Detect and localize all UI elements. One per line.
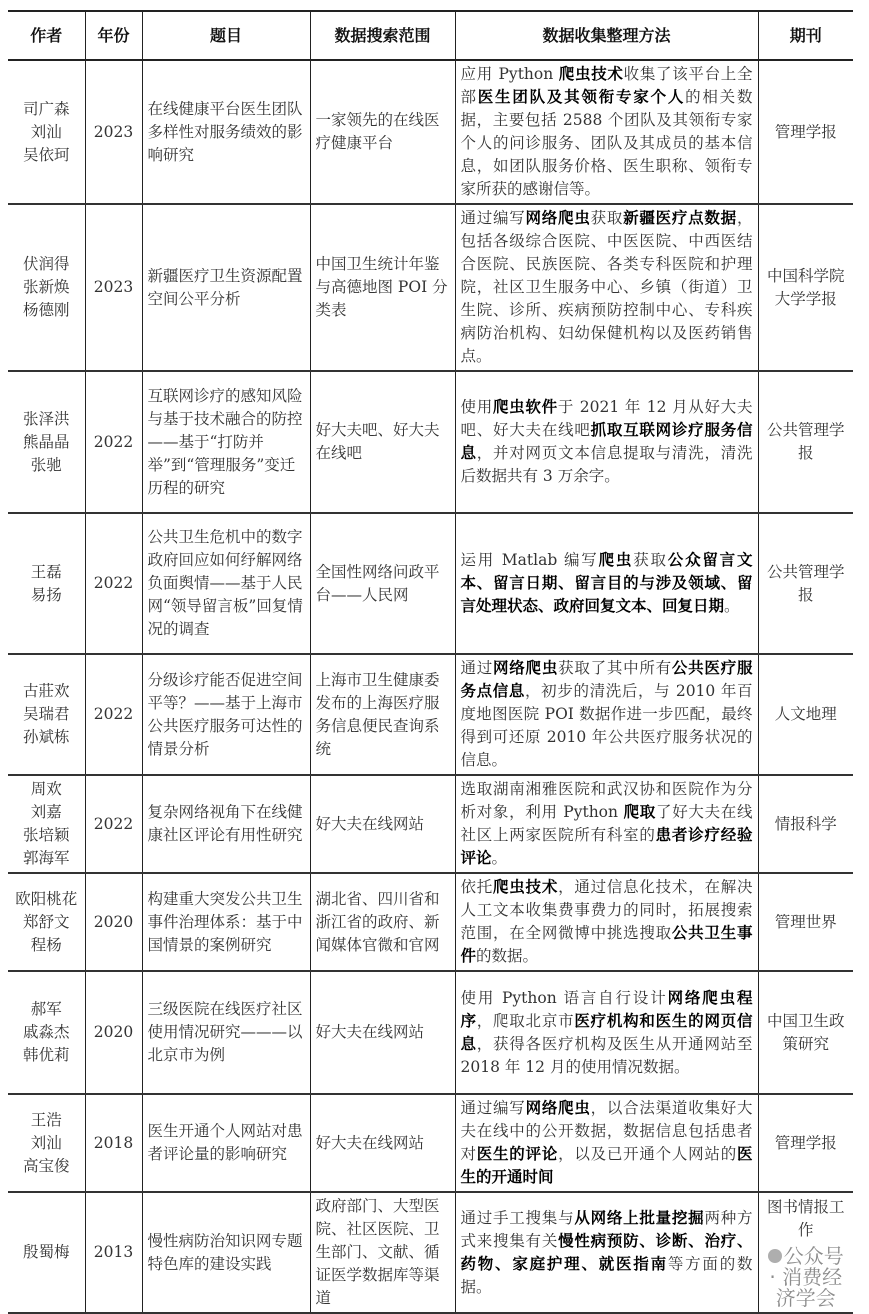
year-cell: 2023 — [85, 204, 142, 371]
method-text: 。 — [491, 849, 508, 867]
method-text: ，并对网页文本信息提取与清洗，清洗后数据共有 3 万余字。 — [460, 444, 753, 485]
year-cell: 2022 — [85, 371, 142, 513]
highlight-text: 抓取互联网诊疗服务信息 — [460, 421, 753, 462]
table-row — [8, 204, 853, 371]
authors-cell: 古莊欢 吴瑞君 孙斌栋 — [8, 654, 85, 775]
title-cell: 复杂网络视角下在线健康社区评论有用性研究 — [142, 775, 310, 873]
method-cell — [455, 654, 758, 775]
method-text: 等方面的数据。 — [460, 1254, 753, 1296]
title-cell: 构建重大突发公共卫生事件治理体系：基于中国情景的案例研究 — [142, 873, 310, 971]
method-text: 依托 — [460, 878, 494, 896]
method-text: 运用 Matlab 编写 — [460, 551, 599, 569]
title-cell: 分级诊疗能否促进空间平等？——基于上海市公共医疗服务可达性的情景分析 — [142, 654, 310, 775]
table-row — [8, 513, 853, 654]
journal-text: 图书情报工作 — [766, 1198, 845, 1239]
highlight-text: 爬虫技术 — [558, 65, 624, 83]
method-text: ，爬取北京市 — [476, 1011, 575, 1030]
method-cell — [455, 873, 758, 971]
header-row — [8, 11, 853, 60]
highlight-text: 医生的评论 — [476, 1145, 559, 1163]
title-cell: 互联网诊疗的感知风险与基于技术融合的防控——基于“打防并举”到“管理服务”变迁历程的研究 — [142, 371, 310, 513]
scope-cell: 一家领先的在线医疗健康平台 — [310, 60, 455, 204]
method-text: 通过编写 — [460, 1099, 526, 1117]
authors-cell: 伏润得 张新焕 杨德刚 — [8, 204, 85, 371]
method-text: ，获得各医疗机构及医生从开通网站至 2018 年 12 月的使用情况数据。 — [460, 1034, 753, 1076]
journal-text: 管理学报 — [774, 1133, 837, 1152]
title-cell: 三级医院在线医疗社区使用情况研究———以北京市为例 — [142, 971, 310, 1094]
journal-cell — [758, 873, 853, 971]
method-text: ，以及已开通个人网站的 — [558, 1145, 737, 1163]
highlight-text: 医生团队及其领衔专家个人 — [477, 88, 686, 106]
method-text: 的数据。 — [476, 947, 539, 965]
method-cell — [455, 60, 758, 204]
table-row — [8, 775, 853, 873]
highlight-text: 公众留言文本、留言日期、留言目的与涉及领域、留言处理状态、政府回复文本、回复日期 — [460, 551, 753, 615]
title-cell: 新疆医疗卫生资源配置空间公平分析 — [142, 204, 310, 371]
journal-cell — [758, 775, 853, 873]
highlight-text: 慢性病预防、诊断、治疗、药物、家庭护理、就医指南 — [460, 1231, 753, 1273]
table-row — [8, 371, 853, 513]
wechat-icon — [768, 1249, 782, 1263]
scope-cell: 好大夫吧、好大夫在线吧 — [310, 371, 455, 513]
method-text: 通过编写 — [460, 209, 526, 227]
watermark-text: 公众号 · 消费经济学会 — [769, 1244, 844, 1310]
journal-text: 公共管理学报 — [766, 562, 845, 604]
highlight-text: 网络爬虫 — [493, 659, 559, 677]
journal-text: 情报科学 — [774, 814, 837, 833]
method-text: ，以合法渠道收集好大夫在线中的公开数据，数据信息包括患者对 — [460, 1099, 753, 1163]
year-cell: 2022 — [85, 654, 142, 775]
header-scope: 数据搜索范围 — [310, 11, 455, 60]
authors-cell: 张泽洪 熊晶晶 张驰 — [8, 371, 85, 513]
literature-table — [8, 10, 853, 1314]
highlight-text: 爬虫软件 — [492, 398, 558, 416]
header-title: 题目 — [142, 11, 310, 60]
highlight-text: 从网络上批量挖掘 — [574, 1208, 705, 1227]
scope-cell: 好大夫在线网站 — [310, 775, 455, 873]
scope-cell: 政府部门、大型医院、社区医院、卫生部门、文献、循证医学数据库等渠道 — [310, 1192, 455, 1313]
table-row — [8, 60, 853, 204]
table-row — [8, 1094, 853, 1192]
year-cell: 2022 — [85, 513, 142, 654]
year-cell: 2013 — [85, 1192, 142, 1313]
method-text: 使用 Python 语言自行设计 — [460, 988, 668, 1007]
method-cell — [455, 775, 758, 873]
journal-text: 管理学报 — [774, 122, 837, 141]
method-text: 应用 Python — [460, 65, 559, 83]
method-text: ，通过信息化技术，在解决人工文本收集费事费力的同时，拓展搜索范围，在全网微博中挑选搜取 — [460, 878, 753, 942]
scope-cell: 中国卫生统计年鉴与高德地图 POI 分类表 — [310, 204, 455, 371]
table-row — [8, 654, 853, 775]
method-text: 使用 — [460, 398, 493, 416]
highlight-text: 爬虫技术 — [493, 878, 559, 896]
method-cell — [455, 513, 758, 654]
journal-text: 中国卫生政策研究 — [766, 1011, 845, 1053]
method-cell — [455, 971, 758, 1094]
authors-cell: 欧阳桃花 郑舒文 程杨 — [8, 873, 85, 971]
journal-cell — [758, 1094, 853, 1192]
authors-cell: 殷蜀梅 — [8, 1192, 85, 1313]
scope-cell: 全国性网络问政平台——人民网 — [310, 513, 455, 654]
journal-text: 公共管理学报 — [766, 421, 845, 462]
scope-cell: 湖北省、四川省和浙江省的政府、新闻媒体官微和官网 — [310, 873, 455, 971]
year-cell: 2020 — [85, 873, 142, 971]
method-text: 的相关数据，主要包括 2588 个团队及其领衔专家个人的问诊服务、团队及其成员的基本信息，如团队服务价格、医生职称、领衔专家所获的感谢信等。 — [460, 88, 753, 198]
title-cell: 在线健康平台医生团队多样性对服务绩效的影响研究 — [142, 60, 310, 204]
method-text: 通过手工搜集与 — [460, 1208, 575, 1227]
authors-cell: 郝军 戚淼杰 韩优莉 — [8, 971, 85, 1094]
highlight-text: 网络爬虫程序 — [460, 988, 753, 1030]
journal-text: 中国科学院大学学报 — [766, 266, 845, 308]
method-text: 收集了该平台上全部 — [460, 65, 753, 106]
year-cell: 2023 — [85, 60, 142, 204]
highlight-text: 网络爬虫 — [525, 1099, 591, 1117]
highlight-text: 公共医疗服务点信息 — [460, 659, 753, 700]
journal-cell — [758, 654, 853, 775]
highlight-text: 医生的开通时间 — [460, 1145, 753, 1186]
method-text: 获取 — [590, 209, 624, 227]
method-text: 了好大夫在线社区上两家医院所有科室的 — [460, 803, 753, 844]
year-cell: 2022 — [85, 775, 142, 873]
method-cell — [455, 371, 758, 513]
highlight-text: 网络爬虫 — [525, 209, 591, 227]
authors-cell: 司广森 刘汕 吴依珂 — [8, 60, 85, 204]
journal-cell — [758, 204, 853, 371]
method-text: 选取湖南湘雅医院和武汉协和医院作为分析对象，利用 Python — [460, 780, 753, 821]
header-author: 作者 — [8, 11, 85, 60]
journal-cell — [758, 971, 853, 1094]
highlight-text: 公共卫生事件 — [460, 924, 753, 965]
title-cell: 慢性病防治知识网专题特色库的建设实践 — [142, 1192, 310, 1313]
method-text: 获取了其中所有 — [558, 659, 672, 677]
table-row — [8, 873, 853, 971]
scope-cell: 上海市卫生健康委发布的上海医疗服务信息便民查询系统 — [310, 654, 455, 775]
year-cell: 2018 — [85, 1094, 142, 1192]
authors-cell: 王磊 易扬 — [8, 513, 85, 654]
authors-cell: 王浩 刘汕 高宝俊 — [8, 1094, 85, 1192]
method-text: 两种方式来搜集有关 — [460, 1208, 753, 1250]
method-cell — [455, 204, 758, 371]
highlight-text: 患者诊疗经验评论 — [460, 826, 753, 867]
header-method: 数据收集整理方法 — [455, 11, 758, 60]
highlight-text: 爬虫 — [598, 551, 634, 569]
highlight-text: 医疗机构和医生的网页信息 — [460, 1011, 753, 1053]
journal-text: 人文地理 — [774, 705, 837, 723]
scope-cell: 好大夫在线网站 — [310, 1094, 455, 1192]
header-year: 年份 — [85, 11, 142, 60]
scope-cell: 好大夫在线网站 — [310, 971, 455, 1094]
title-cell: 公共卫生危机中的数字政府回应如何纾解网络负面舆情——基于人民网“领导留言板”回复情况的调查 — [142, 513, 310, 654]
watermark — [764, 1246, 849, 1309]
table-row — [8, 971, 853, 1094]
method-text: ，包括各级综合医院、中医医院、中西医结合医院、民族医院、各类专科医院和护理院，社区卫生服务中心、乡镇（街道）卫生院、诊所、疾病预防控制中心、专科疾病防治机构、妇幼保健机构以及医药销售点。 — [460, 209, 753, 365]
method-text: 获取 — [633, 551, 668, 569]
method-text: ，初步的清洗后，与 2010 年百度地图医院 POI 数据作进一步匹配，最终得到可还原 2010 年公共医疗服务状况的信息。 — [460, 682, 753, 769]
method-text: 于 2021 年 12 月从好大夫吧、好大夫在线吧 — [460, 398, 753, 439]
method-cell — [455, 1094, 758, 1192]
journal-cell — [758, 371, 853, 513]
title-cell: 医生开通个人网站对患者评论量的影响研究 — [142, 1094, 310, 1192]
journal-cell — [758, 513, 853, 654]
highlight-text: 新疆医疗点数据 — [623, 209, 737, 227]
highlight-text: 爬取 — [623, 803, 656, 821]
journal-text: 管理世界 — [774, 912, 837, 931]
method-text: 通过 — [460, 659, 494, 677]
authors-cell: 周欢 刘嘉 张培颖 郭海军 — [8, 775, 85, 873]
year-cell: 2020 — [85, 971, 142, 1094]
header-journal: 期刊 — [758, 11, 853, 60]
journal-cell — [758, 60, 853, 204]
method-text: 。 — [724, 597, 740, 615]
